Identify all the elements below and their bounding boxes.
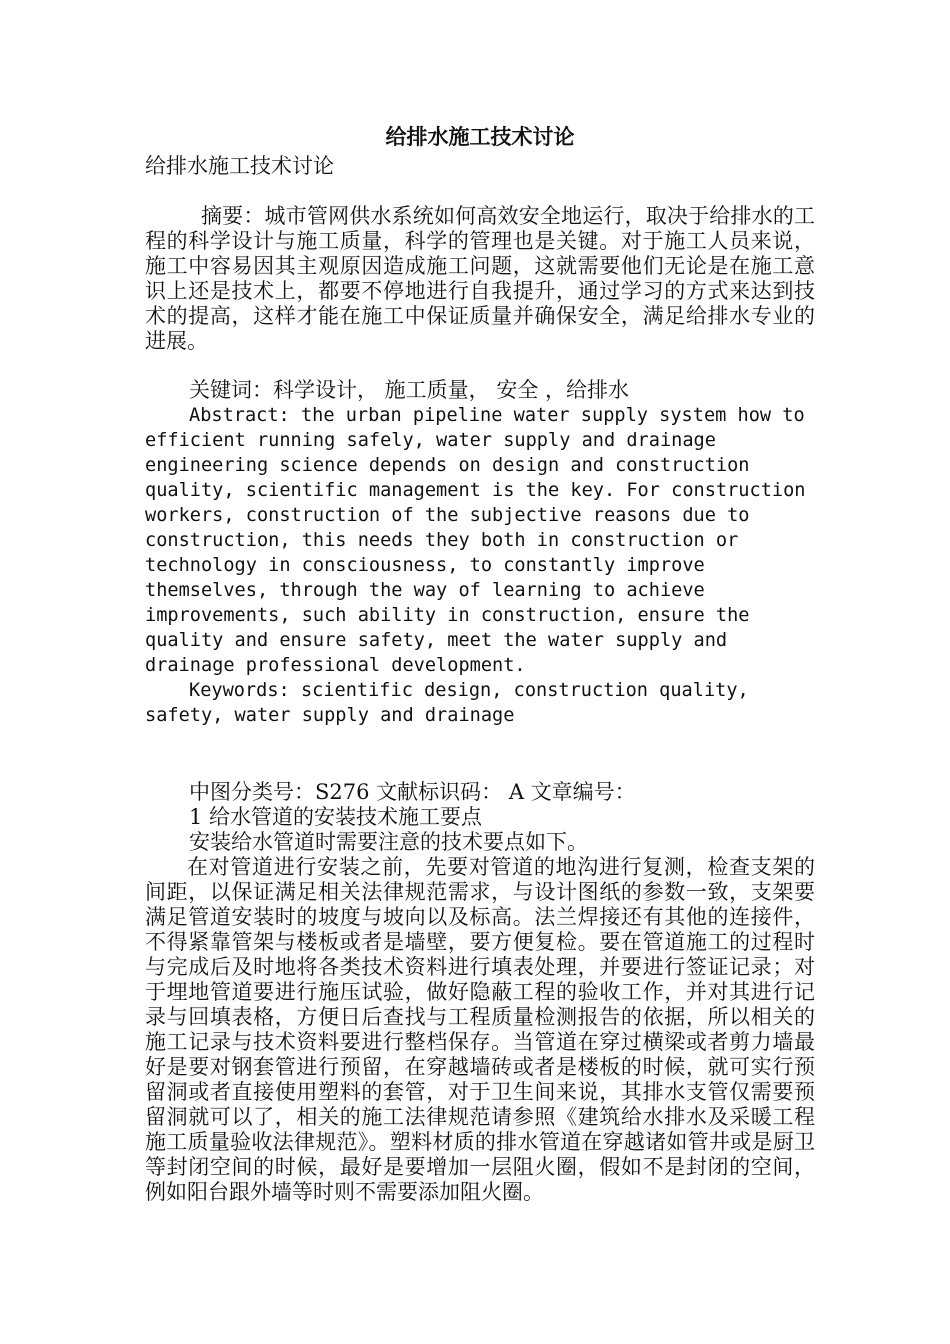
section1-heading: 1 给水管道的安装技术施工要点 — [189, 805, 483, 829]
document-page — [145, 122, 815, 1205]
spacer — [145, 180, 815, 204]
document-subtitle: 给排水施工技术讨论 — [145, 154, 334, 178]
spacer — [145, 354, 815, 378]
classification-line: 中图分类号：S276 文献标识码： A 文章编号： — [189, 780, 636, 804]
section1-intro: 安装给水管道时需要注意的技术要点如下。 — [189, 830, 588, 854]
section1-body: 在对管道进行安装之前，先要对管道的地沟进行复测，检查支架的间距，以保证满足相关法律规范需求，与设计图纸的参数一致，支架要满足管道安装时的坡度与坡向以及标高。法兰焊接还有其他的连接件，不得紧靠管架与楼板或者是墙壁，要方便复检。要在管道施工的过程时与完成后及时地将各类技术资料进行填表处理，并要进行签证记录；对于埋地管道要进行施压试验，做好隐蔽工程的验收工作，并对其进行记录与回填表格，方便日后查找与工程质量检测报告的依据，所以相关的施工记录与技术资料要进行整档保存。当管道在穿过横梁或者剪力墙最好是要对钢套管进行预留，在穿越墙砖或者是楼板的时候，就可实行预留洞或者直接使用塑料的套管，对于卫生间来说，其排水支管仅需要预留洞就可以了，相关的施工法律规范请参照《建筑给水排水及采暖工程施工质量验收法律规范》。塑料材质的排水管道在穿越诸如管井或是厨卫等封闭空间的时候，最好是要增加一层阻火圈，假如不是封闭的空间，例如阳台跟外墙等时则不需要添加阻火圈。 — [145, 855, 815, 1204]
keywords-cn: 关键词：科学设计， 施工质量， 安全 ，给排水 — [189, 378, 630, 402]
spacer — [145, 728, 815, 780]
abstract-en: Abstract: the urban pipeline water supply system how to efficient running safely, water supply and drainage engineering science depends on design and construction quality, scientific management is the key. For construction workers, construction of the subjective reasons due to construction, this needs they both in construction or technology in consciousness, to constantly improve themselves, through the way of learning to achieve improvements, such ability in construction, ensure the quality and ensure safety, meet the water supply and drainage professional development. — [145, 405, 806, 676]
abstract-cn: 摘要：城市管网供水系统如何高效安全地运行，取决于给排水的工程的科学设计与施工质量，科学的管理也是关键。对于施工人员来说，施工中容易因其主观原因造成施工问题，这就需要他们无论是在施工意识上还是技术上，都要不停地进行自我提升，通过学习的方式来达到技术的提高，这样才能在施工中保证质量并确保安全，满足给排水专业的进展。 — [145, 204, 815, 353]
document-title: 给排水施工技术讨论 — [385, 124, 575, 149]
keywords-en: Keywords: scientific design, construction quality, safety, water supply and drainage — [145, 680, 749, 726]
